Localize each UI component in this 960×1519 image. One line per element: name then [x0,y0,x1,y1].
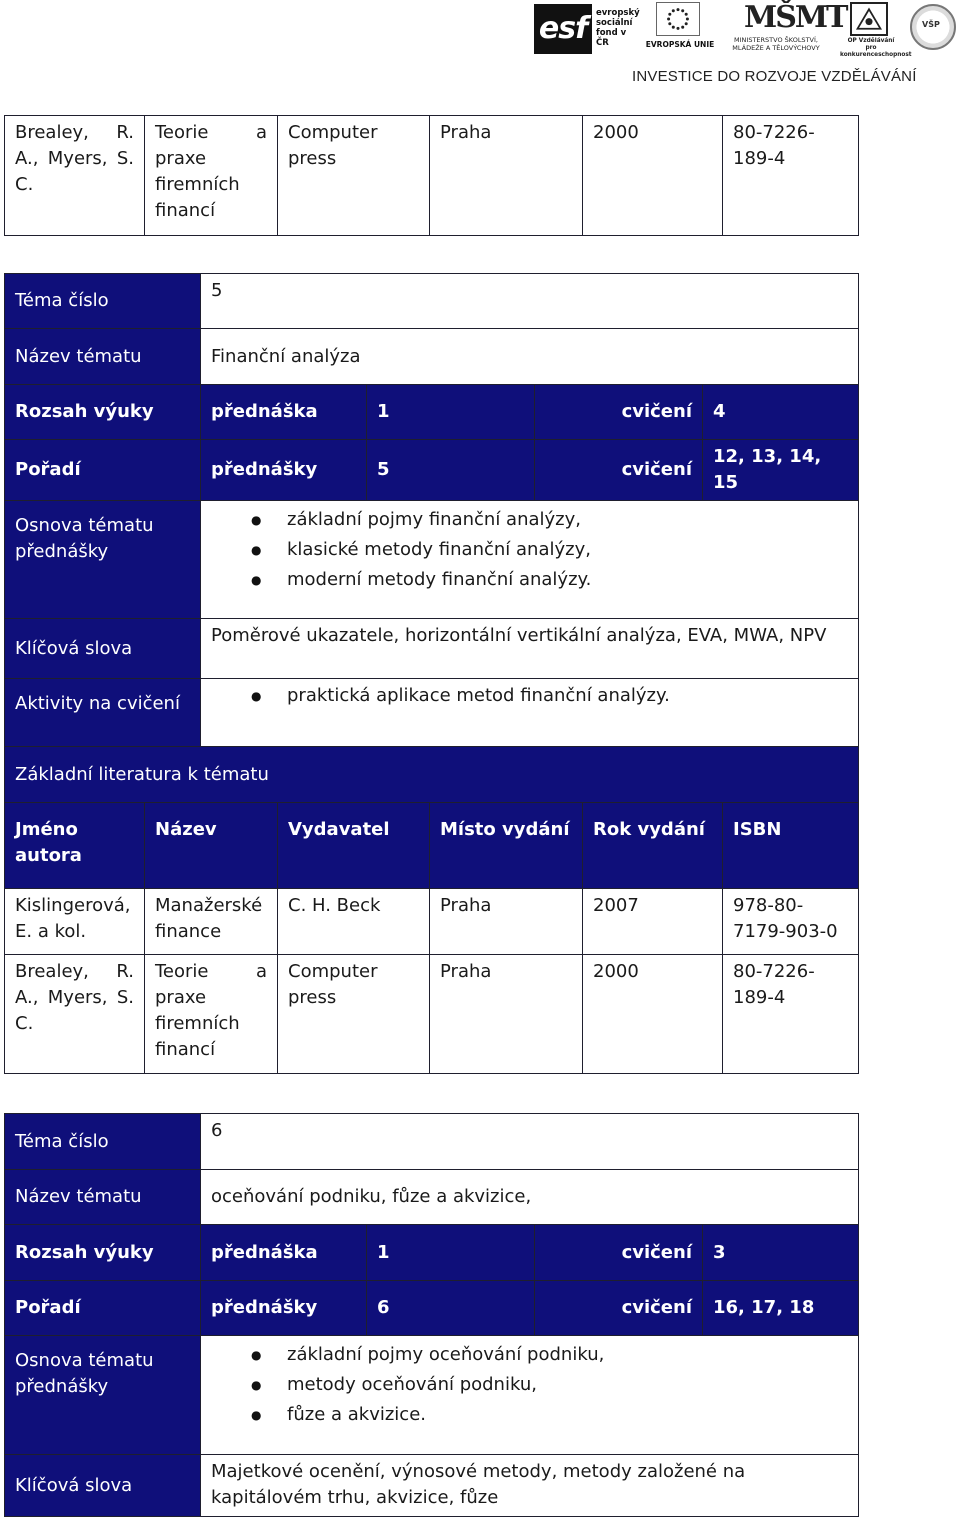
lit-header-isbn: ISBN [723,803,859,889]
scope-lecture-label: přednáška [201,1225,367,1281]
book-isbn: 80-7226-189-4 [723,955,859,1074]
table-row [5,1455,859,1517]
lit-header-place: Místo vydání [430,803,583,889]
list-item: ● moderní metody finanční analýzy. [251,565,848,595]
book-publisher: Computer press [278,116,430,236]
book-year: 2000 [583,116,723,236]
order-label: Pořadí [5,1281,201,1336]
topic-5-literature-table [4,746,859,1074]
topic-number-label: Téma číslo [5,274,201,329]
list-item: ● praktická aplikace metod finanční analýzy. [251,681,848,711]
literature-heading: Základní literatura k tématu [5,747,859,803]
table-row [5,1170,859,1225]
book-place: Praha [430,116,583,236]
scope-exercise-label: cvičení [535,1225,703,1281]
table-row [5,501,859,619]
table-row [5,955,859,1074]
scope-label: Rozsah výuky [5,385,201,440]
eu-flag-logo [642,2,714,54]
outline-list [201,1336,859,1455]
msmt-logo-mark: MŠMT [744,0,847,35]
outline-label: Osnova tématu přednášky [5,1336,201,1455]
lit-header-publisher: Vydavatel [278,803,430,889]
scope-exercise-label: cvičení [535,385,703,440]
table-row [5,274,859,329]
book-isbn: 80-7226-189-4 [723,116,859,236]
top-literature-table [4,115,859,236]
list-item: ● základní pojmy finanční analýzy, [251,505,848,535]
op-logo-text: OP Vzdělávání pro konkurenceschopnost [840,38,912,58]
scope-label: Rozsah výuky [5,1225,201,1281]
topic-number-label: Téma číslo [5,1114,201,1170]
table-row [5,1336,859,1455]
order-exercise-value: 16, 17, 18 [703,1281,859,1336]
msmt-logo [726,0,847,54]
order-exercise-value: 12, 13, 14, 15 [703,440,859,501]
table-row [5,440,859,501]
book-title: Manažerské finance [145,889,278,955]
table-row [5,889,859,955]
book-title: Teorie a praxe firemních financí [145,955,278,1074]
order-lectures-label: přednášky [201,1281,367,1336]
scope-lecture-value: 1 [367,385,535,440]
book-year: 2007 [583,889,723,955]
book-author: Brealey, R. A., Myers, S. C. [5,116,145,236]
keywords-label: Klíčová slova [5,619,201,679]
table-row [5,329,859,385]
table-row [5,385,859,440]
vsp-logo-text: VŠP [922,20,940,29]
list-item: ● základní pojmy oceňování podniku, [251,1340,848,1370]
topic-6-table [4,1113,859,1517]
topic-name-value: Finanční analýza [201,329,859,385]
keywords-label: Klíčová slova [5,1455,201,1517]
esf-logo [534,4,640,54]
list-item: ● metody oceňování podniku, [251,1370,848,1400]
scope-exercise-value: 4 [703,385,859,440]
book-year: 2000 [583,955,723,1074]
topic-5-table [4,273,859,752]
book-title: Teorie a praxe firemních financí [145,116,278,236]
book-author: Brealey, R. A., Myers, S. C. [5,955,145,1074]
list-item: ● fůze a akvizice. [251,1400,848,1430]
eu-flag-icon [656,2,700,36]
order-label: Pořadí [5,440,201,501]
eu-logo-text: EVROPSKÁ UNIE [645,40,715,49]
topic-name-value: oceňování podniku, fůze a akvizice, [201,1170,859,1225]
outline-label: Osnova tématu přednášky [5,501,201,619]
book-publisher: Computer press [278,955,430,1074]
table-row [5,1281,859,1336]
order-exercise-label: cvičení [535,440,703,501]
activities-label: Aktivity na cvičení [5,679,201,752]
vsp-logo [908,0,960,54]
order-exercise-label: cvičení [535,1281,703,1336]
esf-logo-text: evropský sociální fond v ČR [596,8,640,48]
topic-name-label: Název tématu [5,1170,201,1225]
book-place: Praha [430,955,583,1074]
book-publisher: C. H. Beck [278,889,430,955]
order-lectures-value: 5 [367,440,535,501]
esf-logo-mark: esf [534,4,592,54]
book-author: Kislingerová, E. a kol. [5,889,145,955]
scope-lecture-label: přednáška [201,385,367,440]
table-row [5,619,859,679]
topic-number-value: 6 [201,1114,859,1170]
table-row [5,679,859,752]
list-item: ● klasické metody finanční analýzy, [251,535,848,565]
keywords-value: Majetkové ocenění, výnosové metody, metody založené na kapitálovém trhu, akvizice, fůze [201,1455,859,1517]
lit-header-author: Jméno autora [5,803,145,889]
topic-number-value: 5 [201,274,859,329]
op-logo-icon [850,2,888,36]
lit-header-title: Název [145,803,278,889]
book-place: Praha [430,889,583,955]
table-row [5,1225,859,1281]
topic-name-label: Název tématu [5,329,201,385]
keywords-value: Poměrové ukazatele, horizontální vertikální analýza, EVA, MWA, NPV [201,619,859,679]
investice-tagline: INVESTICE DO ROZVOJE VZDĚLÁVÁNÍ [632,68,917,85]
scope-exercise-value: 3 [703,1225,859,1281]
lit-header-year: Rok vydání [583,803,723,889]
op-logo [840,0,912,58]
msmt-logo-text: MINISTERSTVO ŠKOLSTVÍ, MLÁDEŽE A TĚLOVÝCHOVY [732,36,820,52]
order-lectures-value: 6 [367,1281,535,1336]
activities-list [201,679,859,752]
order-lectures-label: přednášky [201,440,367,501]
table-row [5,1114,859,1170]
book-isbn: 978-80-7179-903-0 [723,889,859,955]
table-row [5,803,859,889]
table-row [5,747,859,803]
scope-lecture-value: 1 [367,1225,535,1281]
outline-list [201,501,859,619]
table-row [5,116,859,236]
